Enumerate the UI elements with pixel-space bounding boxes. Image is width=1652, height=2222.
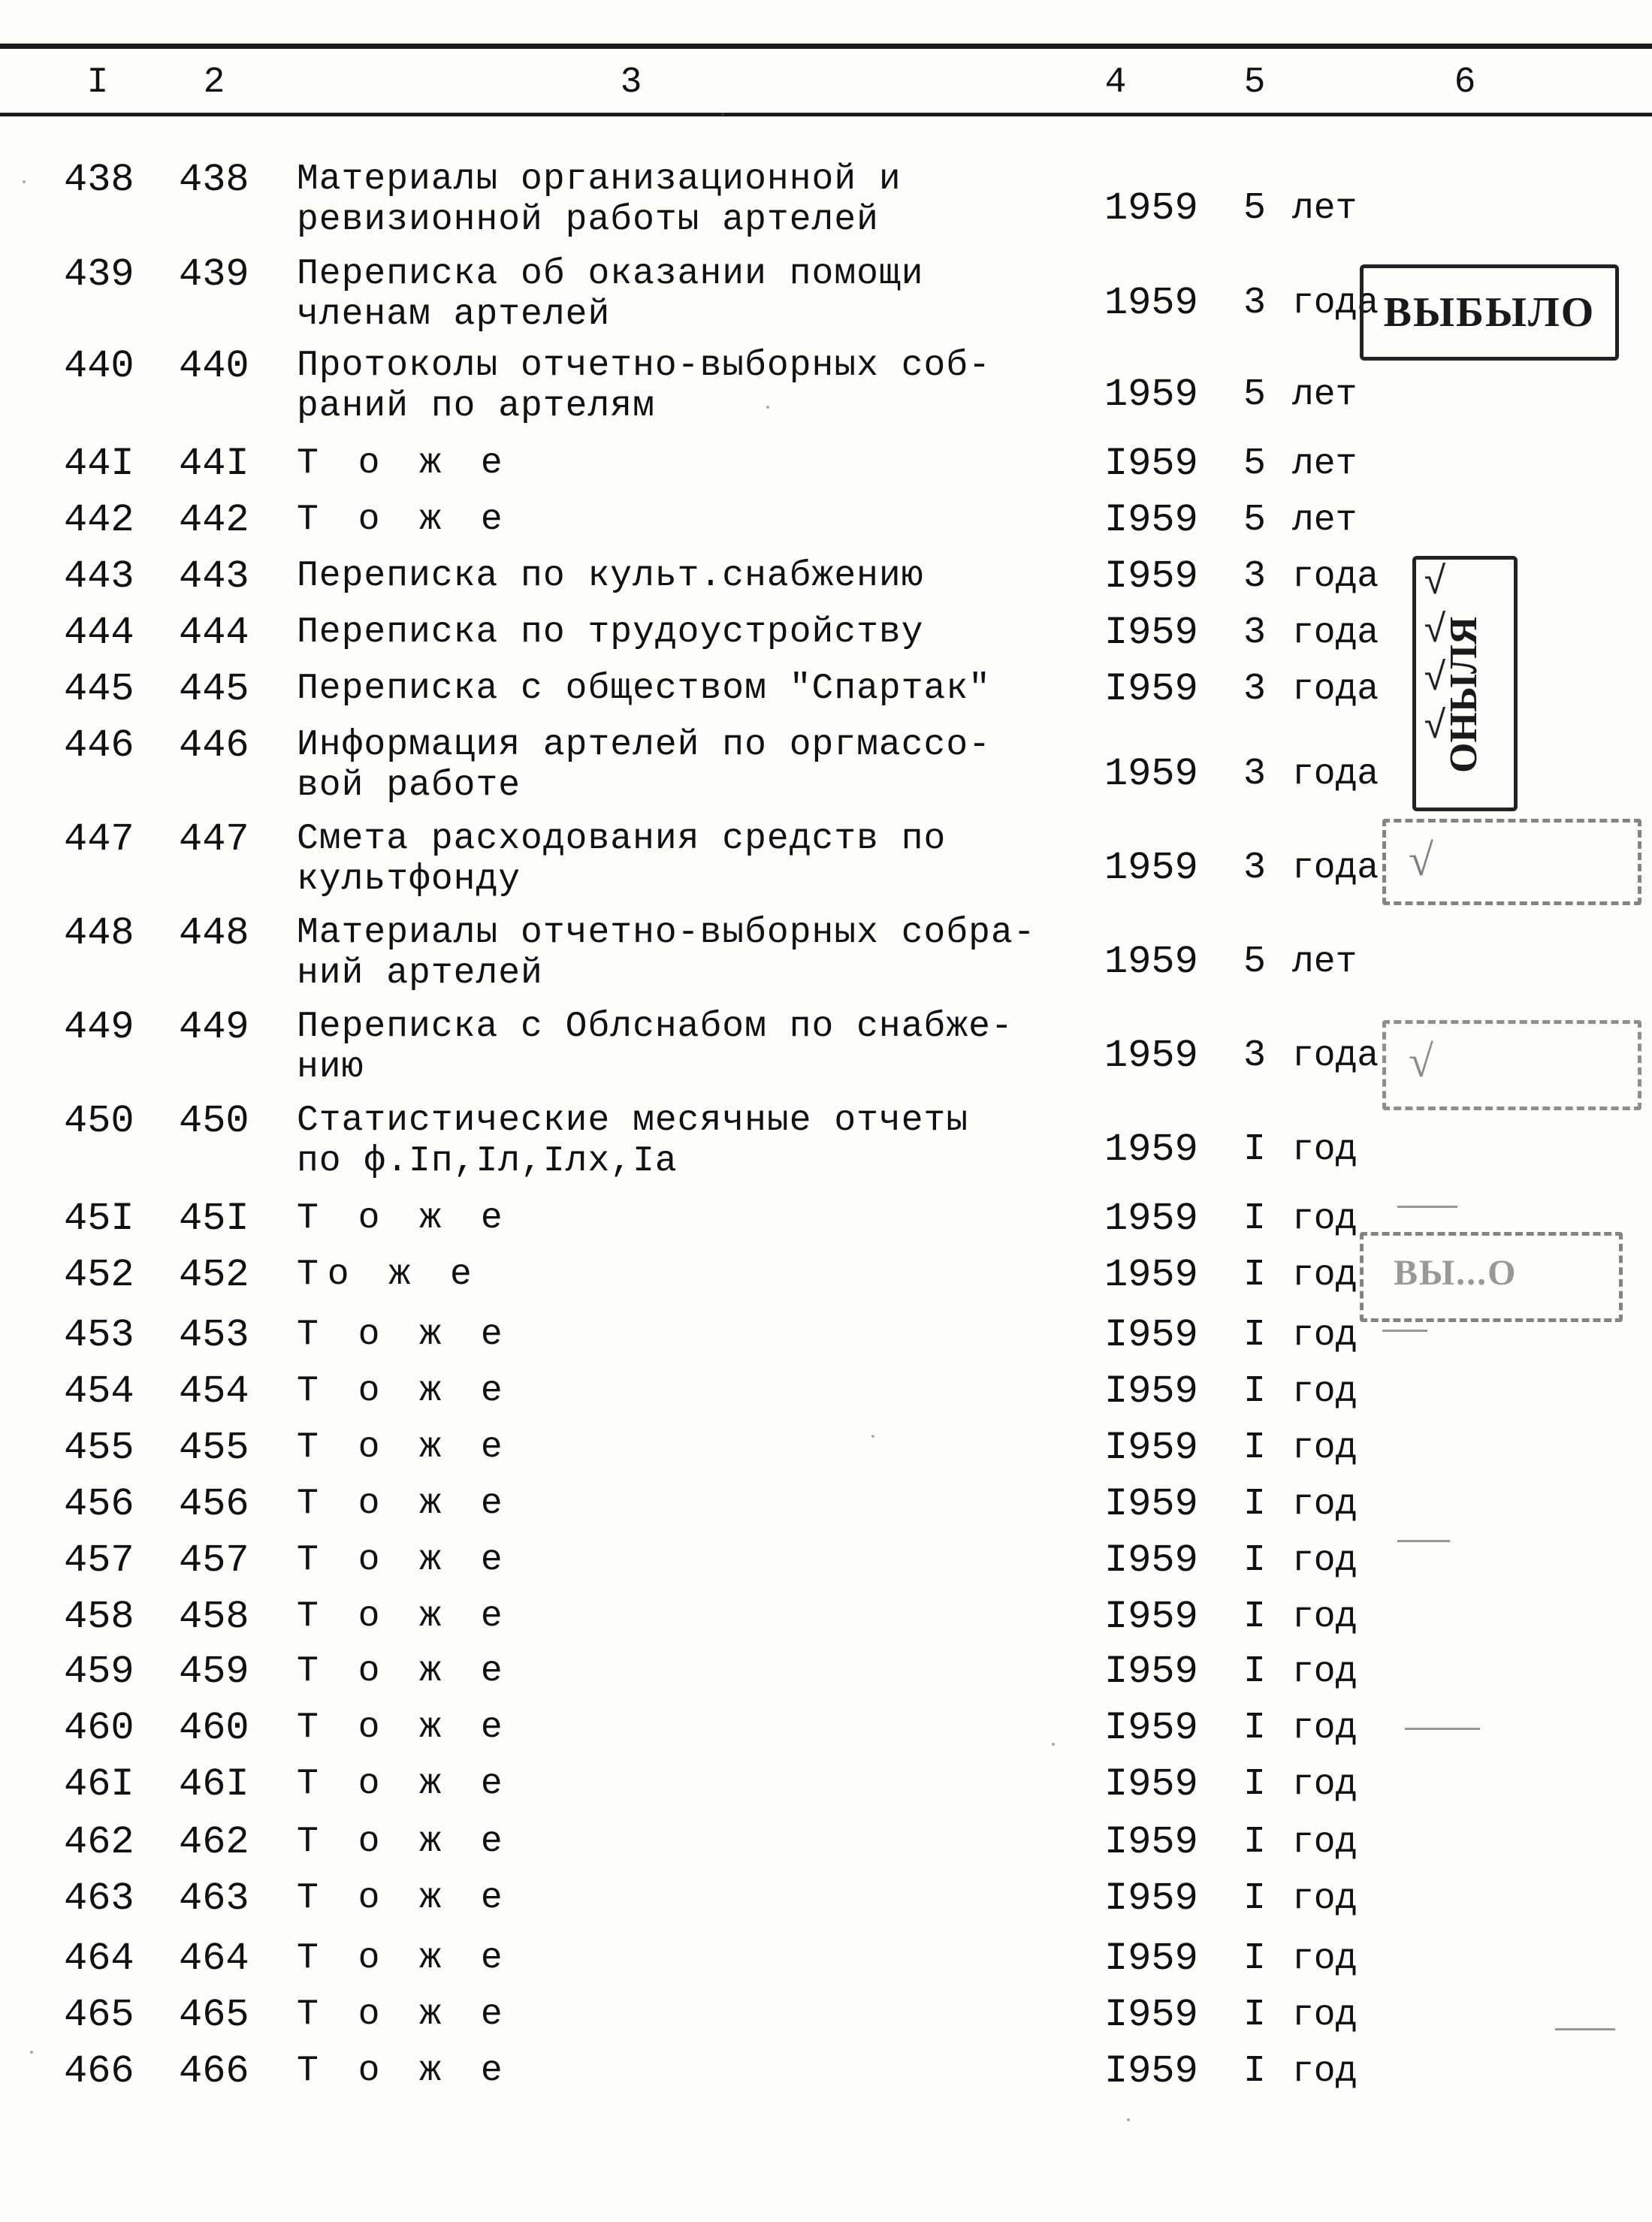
row-title: Переписка об оказании помощи членам артелей xyxy=(297,254,924,335)
row-case-number: 457 xyxy=(179,1538,249,1583)
row-case-number: 447 xyxy=(179,817,249,862)
row-term-number: 5 xyxy=(1243,373,1267,416)
row-case-number: 453 xyxy=(179,1313,249,1357)
scan-mark xyxy=(1405,1728,1480,1730)
check-mark: √ xyxy=(1424,561,1448,605)
row-case-number: 460 xyxy=(179,1706,249,1750)
row-case-number: 458 xyxy=(179,1595,249,1639)
row-title: Статистические месячные отчеты по ф.Iп,Iл,Iлх,Iа xyxy=(297,1100,969,1182)
row-year: 1959 xyxy=(1104,186,1198,231)
row-title: Т о ж е xyxy=(297,2051,512,2091)
row-case-number: 456 xyxy=(179,1482,249,1526)
row-year: I959 xyxy=(1104,1538,1198,1583)
header-col-1: I xyxy=(86,62,109,103)
row-year: I959 xyxy=(1104,1426,1198,1470)
row-case-number: 446 xyxy=(179,723,249,768)
row-year: I959 xyxy=(1104,667,1198,711)
row-term-number: 5 xyxy=(1243,187,1267,230)
row-term-number: I xyxy=(1243,1596,1267,1638)
table-header-rule xyxy=(0,113,1652,116)
row-case-number: 464 xyxy=(179,1937,249,1981)
row-number: 456 xyxy=(64,1482,134,1526)
row-term-unit: год xyxy=(1292,1597,1358,1638)
row-case-number: 449 xyxy=(179,1005,249,1049)
scan-speck xyxy=(23,180,26,183)
row-year: 1959 xyxy=(1104,846,1198,890)
row-term-unit: лет xyxy=(1292,189,1358,229)
scan-mark xyxy=(1397,1540,1450,1542)
row-case-number: 466 xyxy=(179,2049,249,2094)
table-header xyxy=(0,59,1652,107)
row-term-unit: год xyxy=(1292,1315,1358,1356)
row-title: Смета расходования средств по культфонду xyxy=(297,819,947,900)
row-year: I959 xyxy=(1104,442,1198,486)
row-title: Переписка по культ.снабжению xyxy=(297,556,924,596)
header-col-3: 3 xyxy=(620,62,642,103)
row-term-unit: лет xyxy=(1292,444,1358,485)
row-title: Т о ж е xyxy=(297,1938,512,1979)
row-term-number: 3 xyxy=(1243,753,1267,796)
row-case-number: 438 xyxy=(179,158,249,202)
row-title: Т о ж е xyxy=(297,1540,512,1580)
row-term-unit: лет xyxy=(1292,375,1358,415)
row-case-number: 46I xyxy=(179,1762,249,1807)
row-case-number: 465 xyxy=(179,1993,249,2037)
row-term-number: 5 xyxy=(1243,940,1267,983)
row-term-unit: год xyxy=(1292,1541,1358,1581)
row-number: 46I xyxy=(64,1762,134,1807)
row-case-number: 462 xyxy=(179,1820,249,1864)
row-term-unit: год xyxy=(1292,2051,1358,2092)
row-number: 448 xyxy=(64,911,134,956)
row-number: 454 xyxy=(64,1369,134,1414)
row-term-number: I xyxy=(1243,1314,1267,1357)
row-term-number: I xyxy=(1243,1197,1267,1240)
row-title: Переписка с Облснабом по снабже- нию xyxy=(297,1007,1013,1088)
row-title: Т о ж е xyxy=(297,1371,512,1411)
row-year: 1959 xyxy=(1104,940,1198,984)
row-term-number: I xyxy=(1243,1650,1267,1693)
row-case-number: 444 xyxy=(179,611,249,655)
row-case-number: 445 xyxy=(179,667,249,711)
row-term-unit: год xyxy=(1292,1652,1358,1692)
row-title: Информация артелей по оргмассо- вой работе xyxy=(297,725,991,806)
row-number: 446 xyxy=(64,723,134,768)
row-case-number: 452 xyxy=(179,1253,249,1297)
row-number: 45I xyxy=(64,1197,134,1241)
header-col-5: 5 xyxy=(1243,62,1266,103)
row-year: I959 xyxy=(1104,1482,1198,1526)
row-term-unit: год xyxy=(1292,1765,1358,1805)
row-number: 458 xyxy=(64,1595,134,1639)
row-title: Т о ж е xyxy=(297,1484,512,1524)
row-number: 455 xyxy=(64,1426,134,1470)
row-year: 1959 xyxy=(1104,1034,1198,1078)
row-case-number: 442 xyxy=(179,498,249,542)
row-term-number: 5 xyxy=(1243,442,1267,485)
row-year: I959 xyxy=(1104,1706,1198,1750)
check-mark: √ xyxy=(1424,705,1448,750)
row-number: 445 xyxy=(64,667,134,711)
row-number: 450 xyxy=(64,1099,134,1143)
row-term-number: 5 xyxy=(1243,499,1267,542)
row-term-unit: год xyxy=(1292,1939,1358,1979)
stamp-faded-3 xyxy=(1360,1232,1623,1322)
row-number: 466 xyxy=(64,2049,134,2094)
row-term-unit: года xyxy=(1292,613,1379,654)
row-term-number: I xyxy=(1243,1994,1267,2036)
row-case-number: 463 xyxy=(179,1876,249,1921)
row-term-unit: лет xyxy=(1292,500,1358,541)
row-year: I959 xyxy=(1104,1993,1198,2037)
row-title: Т о ж е xyxy=(297,500,512,540)
row-number: 452 xyxy=(64,1253,134,1297)
row-term-number: 3 xyxy=(1243,1034,1267,1077)
row-term-number: 3 xyxy=(1243,668,1267,711)
row-term-number: I xyxy=(1243,1877,1267,1920)
row-term-unit: год xyxy=(1292,1372,1358,1412)
row-number: 438 xyxy=(64,158,134,202)
row-year: I959 xyxy=(1104,554,1198,599)
row-term-number: I xyxy=(1243,1707,1267,1750)
row-year: I959 xyxy=(1104,611,1198,655)
row-year: 1959 xyxy=(1104,752,1198,796)
row-number: 460 xyxy=(64,1706,134,1750)
row-term-number: I xyxy=(1243,1370,1267,1413)
check-mark: √ xyxy=(1424,609,1448,654)
row-title: Т о ж е xyxy=(297,1878,512,1919)
row-term-unit: год xyxy=(1292,1130,1358,1170)
row-term-number: I xyxy=(1243,1426,1267,1469)
row-year: 1959 xyxy=(1104,1197,1198,1241)
row-title: Т о ж е xyxy=(297,1994,512,2035)
header-col-2: 2 xyxy=(203,62,225,103)
row-title: Протоколы отчетно-выборных соб- раний по артелям xyxy=(297,346,991,427)
scan-mark xyxy=(1382,1330,1427,1332)
row-year: I959 xyxy=(1104,1313,1198,1357)
row-number: 447 xyxy=(64,817,134,862)
row-title: Т о ж е xyxy=(297,1596,512,1637)
row-term-unit: года xyxy=(1292,754,1379,795)
scan-speck xyxy=(1052,1743,1055,1746)
row-number: 462 xyxy=(64,1820,134,1864)
row-term-unit: года xyxy=(1292,669,1379,710)
check-mark: √ xyxy=(1424,657,1448,702)
row-number: 464 xyxy=(64,1937,134,1981)
row-case-number: 454 xyxy=(179,1369,249,1414)
row-case-number: 448 xyxy=(179,911,249,956)
row-title: Т о ж е xyxy=(297,1315,512,1355)
row-term-unit: года xyxy=(1292,283,1379,324)
row-title: Т о ж е xyxy=(297,1707,512,1748)
stamp-vertical-text: ОНЫЛЯ xyxy=(1442,616,1485,774)
row-case-number: 45I xyxy=(179,1197,249,1241)
row-title: Т о ж е xyxy=(297,1764,512,1804)
row-case-number: 450 xyxy=(179,1099,249,1143)
row-term-number: 3 xyxy=(1243,611,1267,654)
row-year: I959 xyxy=(1104,1650,1198,1694)
row-term-unit: год xyxy=(1292,1255,1358,1296)
scan-speck xyxy=(721,113,724,116)
row-case-number: 455 xyxy=(179,1426,249,1470)
row-term-number: I xyxy=(1243,1254,1267,1297)
check-marks xyxy=(1424,560,1454,752)
row-number: 459 xyxy=(64,1650,134,1694)
row-year: I959 xyxy=(1104,2049,1198,2094)
row-case-number: 443 xyxy=(179,554,249,599)
stamp-faded-2 xyxy=(1382,1020,1641,1110)
row-number: 457 xyxy=(64,1538,134,1583)
row-term-number: I xyxy=(1243,1763,1267,1806)
stamp-faded-1-check: √ xyxy=(1409,835,1433,885)
row-year: I959 xyxy=(1104,1876,1198,1921)
row-term-number: I xyxy=(1243,1128,1267,1171)
row-year: I959 xyxy=(1104,1820,1198,1864)
row-term-unit: года xyxy=(1292,1036,1379,1076)
table-top-rule xyxy=(0,44,1652,49)
row-title: Переписка с обществом "Спартак" xyxy=(297,669,991,709)
row-title: Т о ж е xyxy=(297,1651,512,1692)
row-number: 440 xyxy=(64,344,134,388)
row-term-number: 3 xyxy=(1243,847,1267,889)
row-number: 444 xyxy=(64,611,134,655)
scan-speck xyxy=(766,406,769,409)
row-title: Переписка по трудоустройству xyxy=(297,612,924,653)
row-title: То ж е xyxy=(297,1254,481,1295)
row-term-number: 3 xyxy=(1243,282,1267,325)
row-term-unit: год xyxy=(1292,1995,1358,2036)
row-term-unit: год xyxy=(1292,1199,1358,1239)
scan-speck xyxy=(30,2051,33,2054)
row-title: Т о ж е xyxy=(297,1427,512,1468)
row-year: 1959 xyxy=(1104,281,1198,325)
row-number: 439 xyxy=(64,252,134,297)
row-term-unit: лет xyxy=(1292,942,1358,983)
row-term-number: I xyxy=(1243,1483,1267,1526)
row-case-number: 440 xyxy=(179,344,249,388)
row-term-number: I xyxy=(1243,1937,1267,1980)
row-term-unit: года xyxy=(1292,557,1379,597)
stamp-faded-2-check: √ xyxy=(1409,1037,1433,1086)
row-year: 1959 xyxy=(1104,373,1198,417)
row-title: Материалы организационной и ревизионной работы артелей xyxy=(297,159,902,240)
row-term-number: I xyxy=(1243,1539,1267,1582)
stamp-vybylo: ВЫБЫЛО xyxy=(1360,264,1619,361)
row-case-number: 459 xyxy=(179,1650,249,1694)
row-year: 1959 xyxy=(1104,1128,1198,1172)
row-case-number: 44I xyxy=(179,442,249,486)
row-year: I959 xyxy=(1104,1595,1198,1639)
row-title: Т о ж е xyxy=(297,1822,512,1862)
row-number: 443 xyxy=(64,554,134,599)
row-year: I959 xyxy=(1104,498,1198,542)
row-term-unit: года xyxy=(1292,848,1379,889)
row-title: Т о ж е xyxy=(297,1198,512,1239)
stamp-faded-1 xyxy=(1382,819,1641,905)
row-number: 449 xyxy=(64,1005,134,1049)
row-title: Материалы отчетно-выборных собра- ний артелей xyxy=(297,913,1036,994)
row-term-unit: год xyxy=(1292,1484,1358,1525)
row-case-number: 439 xyxy=(179,252,249,297)
row-term-number: I xyxy=(1243,1821,1267,1864)
scan-speck xyxy=(871,1435,874,1438)
row-number: 442 xyxy=(64,498,134,542)
row-year: I959 xyxy=(1104,1937,1198,1981)
row-number: 453 xyxy=(64,1313,134,1357)
row-term-number: I xyxy=(1243,2050,1267,2093)
row-term-unit: год xyxy=(1292,1879,1358,1919)
header-col-4: 4 xyxy=(1104,62,1127,103)
row-year: I959 xyxy=(1104,1762,1198,1807)
stamp-faded-3-text: ВЫ...О xyxy=(1394,1253,1518,1293)
row-year: 1959 xyxy=(1104,1253,1198,1297)
scan-speck xyxy=(1127,2118,1130,2121)
row-title: Т о ж е xyxy=(297,443,512,484)
scan-mark xyxy=(1555,2028,1615,2030)
row-number: 463 xyxy=(64,1876,134,1921)
scan-mark xyxy=(1397,1206,1457,1208)
row-year: I959 xyxy=(1104,1369,1198,1414)
row-number: 44I xyxy=(64,442,134,486)
header-col-6: 6 xyxy=(1454,62,1476,103)
row-number: 465 xyxy=(64,1993,134,2037)
row-term-unit: год xyxy=(1292,1708,1358,1749)
row-term-unit: год xyxy=(1292,1428,1358,1469)
row-term-number: 3 xyxy=(1243,555,1267,598)
row-term-unit: год xyxy=(1292,1822,1358,1863)
